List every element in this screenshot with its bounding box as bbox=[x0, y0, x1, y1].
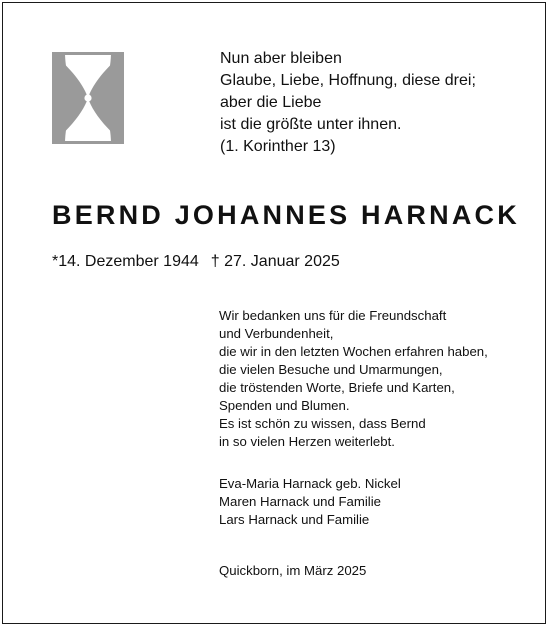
thanks-line: die vielen Besuche und Umarmungen, bbox=[219, 362, 443, 377]
place-and-date: Quickborn, im März 2025 bbox=[219, 563, 367, 578]
bible-verse bbox=[220, 48, 476, 158]
verse-line: Nun aber bleiben bbox=[220, 50, 342, 67]
thank-you-text bbox=[219, 307, 488, 451]
verse-line: Glaube, Liebe, Hoffnung, diese drei; bbox=[220, 72, 476, 89]
verse-line: ist die größte unter ihnen. bbox=[220, 116, 402, 133]
signer-name: Lars Harnack und Familie bbox=[219, 512, 370, 527]
birth-date: *14. Dezember 1944 bbox=[52, 253, 199, 270]
verse-line: aber die Liebe bbox=[220, 94, 322, 111]
verse-reference: (1. Korinther 13) bbox=[220, 138, 336, 155]
thanks-line: in so vielen Herzen weiterlebt. bbox=[219, 434, 395, 449]
thanks-line: Es ist schön zu wissen, dass Bernd bbox=[219, 416, 426, 431]
hourglass-cross-icon bbox=[52, 52, 124, 144]
signer-name: Eva-Maria Harnack geb. Nickel bbox=[219, 476, 401, 491]
thanks-line: die wir in den letzten Wochen erfahren haben, bbox=[219, 344, 488, 359]
signer-name: Maren Harnack und Familie bbox=[219, 494, 381, 509]
thanks-line: Wir bedanken uns für die Freundschaft bbox=[219, 308, 447, 323]
deceased-name: BERND JOHANNES HARNACK bbox=[52, 200, 520, 230]
thanks-line: die tröstenden Worte, Briefe und Karten, bbox=[219, 380, 455, 395]
thanks-line: und Verbundenheit, bbox=[219, 326, 334, 341]
family-signatures bbox=[219, 475, 401, 529]
life-dates bbox=[52, 252, 340, 272]
thanks-line: Spenden und Blumen. bbox=[219, 398, 350, 413]
death-date: † 27. Januar 2025 bbox=[210, 253, 340, 270]
